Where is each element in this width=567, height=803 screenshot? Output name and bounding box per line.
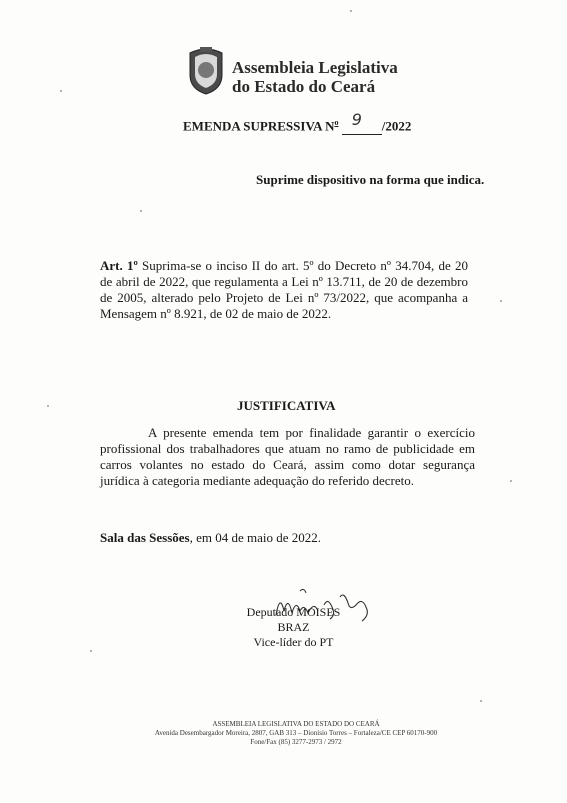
justification-text: A presente emenda tem por finalidade garantir o exercício profissional dos trabalhadores que atuam no ramo de publicidade em carros volantes no estado do Ceará, assim como dotar segurança jurídica à categoria mediante adequação do referido decreto. xyxy=(100,425,475,488)
closing-date: , em 04 de maio de 2022. xyxy=(189,530,321,545)
document-title: EMENDA SUPRESSIVA $N^o$ 9 /2022 xyxy=(183,110,412,134)
title-number: 9 xyxy=(351,110,362,130)
scan-speck xyxy=(480,700,482,702)
footer-line-2: Avenida Desembargador Moreira, 2807, GAB 313 – Dionísio Torres – Fortaleza/CE CEP 60170-900 xyxy=(154,729,438,737)
assembly-seal-icon xyxy=(186,45,226,95)
closing-label: Sala das Sessões xyxy=(100,530,190,545)
scan-speck xyxy=(140,210,142,212)
footer-line-1: ASSEMBLEIA LEGISLATIVA DO ESTADO DO CEARÁ xyxy=(212,720,380,728)
closing-line xyxy=(100,530,321,546)
article-1 xyxy=(100,258,468,322)
scan-speck xyxy=(500,300,502,302)
scan-speck xyxy=(350,10,352,12)
signatory-name: Deputado MOISES BRAZ xyxy=(246,605,341,634)
article-text: Suprima-se o inciso II do art. 5º do Decreto nº 34.704, de 20 de abril de 2022, que regulamenta a Lei nº 13.711, de 20 de dezembro de 2005, alterado pelo Projeto de Lei nº 73/2022, que acompanha a Mensagem nº 8.921, de 02 de maio de 2022. xyxy=(100,258,469,321)
signature-block xyxy=(231,605,356,650)
title-number-line xyxy=(342,110,382,135)
footer-line-3: Fone/Fax (85) 3277-2973 / 2972 xyxy=(250,738,342,746)
title-prefix: EMENDA SUPRESSIVA N xyxy=(183,118,335,134)
footer xyxy=(146,720,446,747)
justification-title: JUSTIFICATIVA xyxy=(237,398,336,413)
org-line-2: do Estado do Ceará xyxy=(232,77,376,96)
article-label: Art. 1º xyxy=(100,258,138,273)
scan-speck xyxy=(47,405,49,407)
signatory-role: Vice-líder do PT xyxy=(253,635,334,649)
organization-name xyxy=(232,58,398,96)
org-line-1: Assembleia Legislativa xyxy=(232,58,398,77)
scan-speck xyxy=(90,650,92,652)
title-suffix: /2022 xyxy=(381,118,412,134)
scan-speck xyxy=(510,480,512,482)
scan-speck xyxy=(60,90,62,92)
ementa: Suprime dispositivo na forma que indica. xyxy=(256,172,485,187)
